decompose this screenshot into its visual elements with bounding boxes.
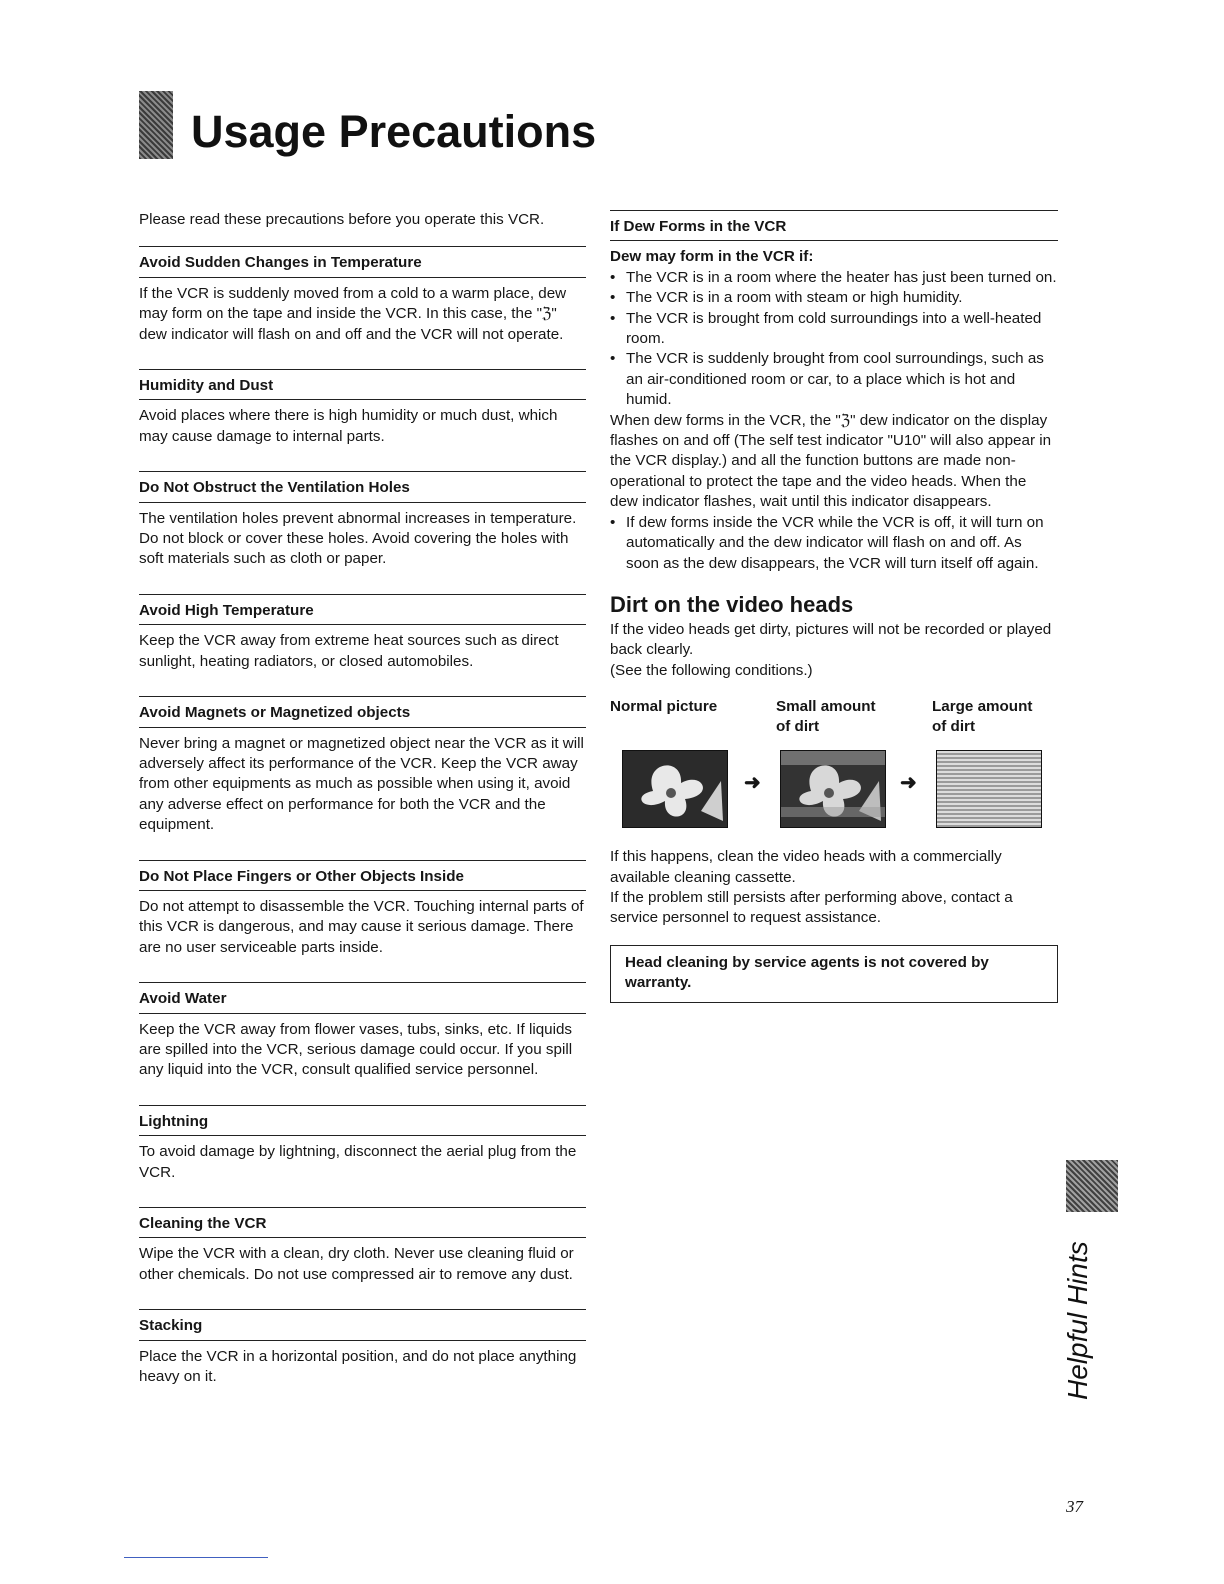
flower-image bbox=[623, 751, 727, 827]
right-column bbox=[610, 210, 1058, 1003]
label-small-dirt: Small amount of dirt bbox=[776, 698, 876, 736]
section-body: Keep the VCR away from flower vases, tubs, sinks, etc. If liquids are spilled into the VCR, serious damage could occur. If you spill any liquid into the VCR, consult qualified service personnel. bbox=[139, 1020, 573, 1079]
section-lightning bbox=[139, 1105, 586, 1183]
section-body: Keep the VCR away from extreme heat sources such as direct sunlight, heating radiators, or closed automobiles. bbox=[139, 632, 559, 670]
section-heading: Avoid Sudden Changes in Temperature bbox=[139, 246, 586, 277]
picture-samples bbox=[610, 697, 1058, 827]
section-body: If the VCR is suddenly moved from a cold to a warm place, dew may form on the tape and inside the VCR. In this case, the "ℨ" dew indicator will flash on and off and the VCR will not operate. bbox=[139, 284, 567, 343]
warranty-notice: Head cleaning by service agents is not covered by warranty. bbox=[610, 945, 1058, 1003]
section-body: Place the VCR in a horizontal position, and do not place anything heavy on it. bbox=[139, 1347, 577, 1386]
section-heading: Avoid Water bbox=[139, 982, 586, 1013]
dew-bullet-list-2 bbox=[610, 513, 1058, 574]
section-heading: Humidity and Dust bbox=[139, 369, 586, 400]
dew-bullet-list bbox=[610, 268, 1058, 411]
dew-bullet: • The VCR is suddenly brought from cool surroundings, such as an air-conditioned room or car, to a place which is hot and humid. bbox=[610, 349, 1058, 410]
after-text bbox=[610, 847, 1058, 929]
section-temperature-change bbox=[139, 246, 586, 345]
arrow-icon: ➜ bbox=[744, 772, 761, 795]
small-dirt-image bbox=[780, 750, 886, 828]
dew-bullet: • If dew forms inside the VCR while the VCR is off, it will turn on automatically and the dew indicator will flash on and off. As soon as the dew disappears, the VCR will turn itself off again. bbox=[610, 513, 1058, 574]
section-heading: Cleaning the VCR bbox=[139, 1207, 586, 1238]
large-dirt-image bbox=[936, 750, 1042, 828]
left-column bbox=[139, 210, 586, 1411]
dirt-line: (See the following conditions.) bbox=[610, 661, 813, 679]
section-body: To avoid damage by lightning, disconnect the aerial plug from the VCR. bbox=[139, 1143, 577, 1181]
section-stacking bbox=[139, 1309, 586, 1387]
section-dew bbox=[610, 210, 1058, 574]
arrow-icon: ➜ bbox=[900, 772, 917, 795]
flower-image bbox=[781, 751, 885, 827]
after-line: If this happens, clean the video heads with a commercially available cleaning cassette. bbox=[610, 848, 1002, 886]
dirt-line: If the video heads get dirty, pictures will not be recorded or played back clearly. bbox=[610, 620, 1052, 659]
dew-bullet: • The VCR is in a room with steam or high humidity. bbox=[610, 288, 1058, 308]
section-high-temperature bbox=[139, 594, 586, 672]
section-body: Do not attempt to disassemble the VCR. Touching internal parts of this VCR is dangerous, and may cause it serious damage. There are no user serviceable parts inside. bbox=[139, 897, 584, 956]
intro-text: Please read these precautions before you operate this VCR. bbox=[139, 211, 545, 228]
section-heading: Do Not Obstruct the Ventilation Holes bbox=[139, 471, 586, 502]
section-ventilation bbox=[139, 471, 586, 570]
after-line: If the problem still persists after performing above, contact a service personnel to request assistance. bbox=[610, 888, 1013, 927]
bottom-rule bbox=[124, 1557, 268, 1558]
section-body: Never bring a magnet or magnetized object near the VCR as it will adversely affect its performance of the VCR. Keep the VCR away from other equipments as much as possible when using it, avoid any adverse effect on performance for both the VCR and the equipment. bbox=[139, 734, 584, 834]
section-heading: Lightning bbox=[139, 1105, 586, 1136]
section-magnets bbox=[139, 696, 586, 835]
section-fingers-objects bbox=[139, 860, 586, 959]
section-heading: Do Not Place Fingers or Other Objects Inside bbox=[139, 860, 586, 891]
dew-bullet: • The VCR is in a room where the heater has just been turned on. bbox=[610, 268, 1058, 288]
normal-picture-image bbox=[622, 750, 728, 828]
side-tab-label: Helpful Hints bbox=[1062, 1241, 1093, 1400]
label-normal-picture: Normal picture bbox=[610, 698, 718, 716]
dew-paragraph: When dew forms in the VCR, the "ℨ" dew indicator on the display flashes on and off (The self test indicator "U10" will also appear in the VCR display.) and all the function buttons are made non-operational to protect the tape and the video heads. When the dew indicator flashes, wait until this indicator disappears. bbox=[610, 411, 1052, 511]
section-body: The ventilation holes prevent abnormal increases in temperature. Do not block or cover these holes. Avoid covering the holes with soft materials such as cloth or paper. bbox=[139, 509, 577, 568]
page-title: Usage Precautions bbox=[191, 106, 597, 157]
section-body: Avoid places where there is high humidity or much dust, which may cause damage to internal parts. bbox=[139, 407, 558, 445]
section-heading: Avoid Magnets or Magnetized objects bbox=[139, 696, 586, 727]
section-humidity-dust bbox=[139, 369, 586, 447]
label-large-dirt: Large amount of dirt bbox=[932, 698, 1033, 736]
page-number: 37 bbox=[1066, 1497, 1083, 1516]
section-heading: Stacking bbox=[139, 1309, 586, 1340]
section-heading: Avoid High Temperature bbox=[139, 594, 586, 625]
dew-subheading: Dew may form in the VCR if: bbox=[610, 248, 814, 266]
dew-bullet: • The VCR is brought from cold surroundings into a well-heated room. bbox=[610, 309, 1058, 350]
side-tab-marker bbox=[1066, 1160, 1118, 1212]
section-body: Wipe the VCR with a clean, dry cloth. Never use cleaning fluid or other chemicals. Do not use compressed air to remove any dust. bbox=[139, 1245, 574, 1283]
section-water bbox=[139, 982, 586, 1081]
section-cleaning bbox=[139, 1207, 586, 1285]
dirt-title: Dirt on the video heads bbox=[610, 591, 854, 617]
dew-heading: If Dew Forms in the VCR bbox=[610, 210, 1058, 241]
title-marker bbox=[139, 91, 173, 159]
